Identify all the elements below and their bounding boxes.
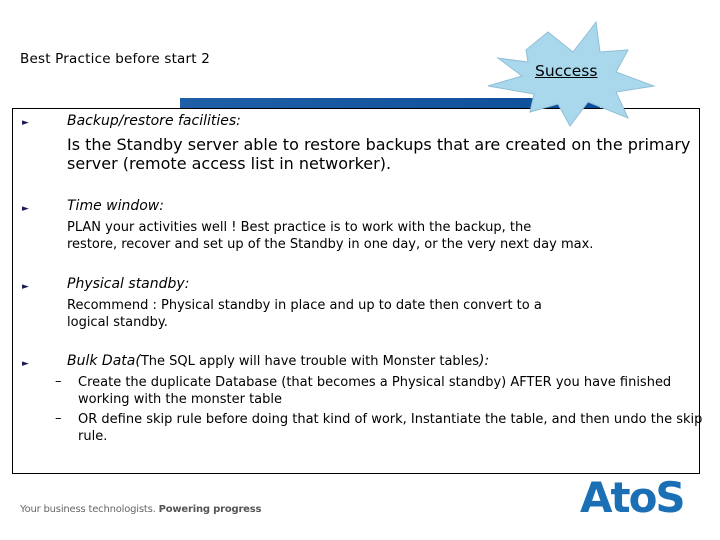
bulk-data-heading: [67, 353, 489, 369]
backup-restore-heading: Backup/restore facilities:: [67, 113, 241, 129]
atos-logo: [580, 474, 698, 520]
bullet-arrow-icon: ►: [22, 118, 29, 128]
footer-tagline: [20, 504, 261, 515]
bulk-data-heading-mid: The SQL apply will have trouble with Monster tables: [140, 354, 480, 369]
time-window-body-line2: restore, recover and set up of the Standby in one day, or the very next day max.: [67, 237, 594, 252]
bullet-arrow-icon: ►: [22, 204, 29, 214]
bulk-data-heading-pre: Bulk Data(: [67, 353, 141, 369]
bullet-arrow-icon: ►: [22, 282, 29, 292]
slide-title: Best Practice before start 2: [20, 51, 211, 67]
physical-standby-body-line1: Recommend : Physical standby in place and up to date then convert to a: [67, 298, 542, 313]
physical-standby-heading: Physical standby:: [67, 276, 190, 292]
logo-text: AtoS: [580, 474, 684, 520]
bulk-data-sub1: Create the duplicate Database (that becomes a Physical standby) AFTER you have finished working with the monster table: [78, 375, 672, 407]
bulk-data-sub2: OR define skip rule before doing that kind of work, Instantiate the table, and then undo the skip rule.: [78, 412, 703, 444]
bulk-data-heading-post: ):: [479, 353, 490, 369]
tagline-bold: Powering progress: [158, 504, 262, 515]
backup-restore-body: Is the Standby server able to restore backups that are created on the primary server (remote access list in networker).: [67, 135, 691, 173]
sub-bullet-dash-icon: –: [55, 374, 62, 389]
physical-standby-body-line2: logical standby.: [67, 315, 168, 330]
tagline-main: Your business technologists.: [20, 504, 156, 515]
success-badge: Success: [535, 62, 598, 80]
bullet-arrow-icon: ►: [22, 359, 29, 369]
sub-bullet-dash-icon: –: [55, 411, 62, 426]
time-window-body-line1: PLAN your activities well ! Best practice is to work with the backup, the: [67, 220, 532, 235]
time-window-heading: Time window:: [67, 198, 164, 214]
